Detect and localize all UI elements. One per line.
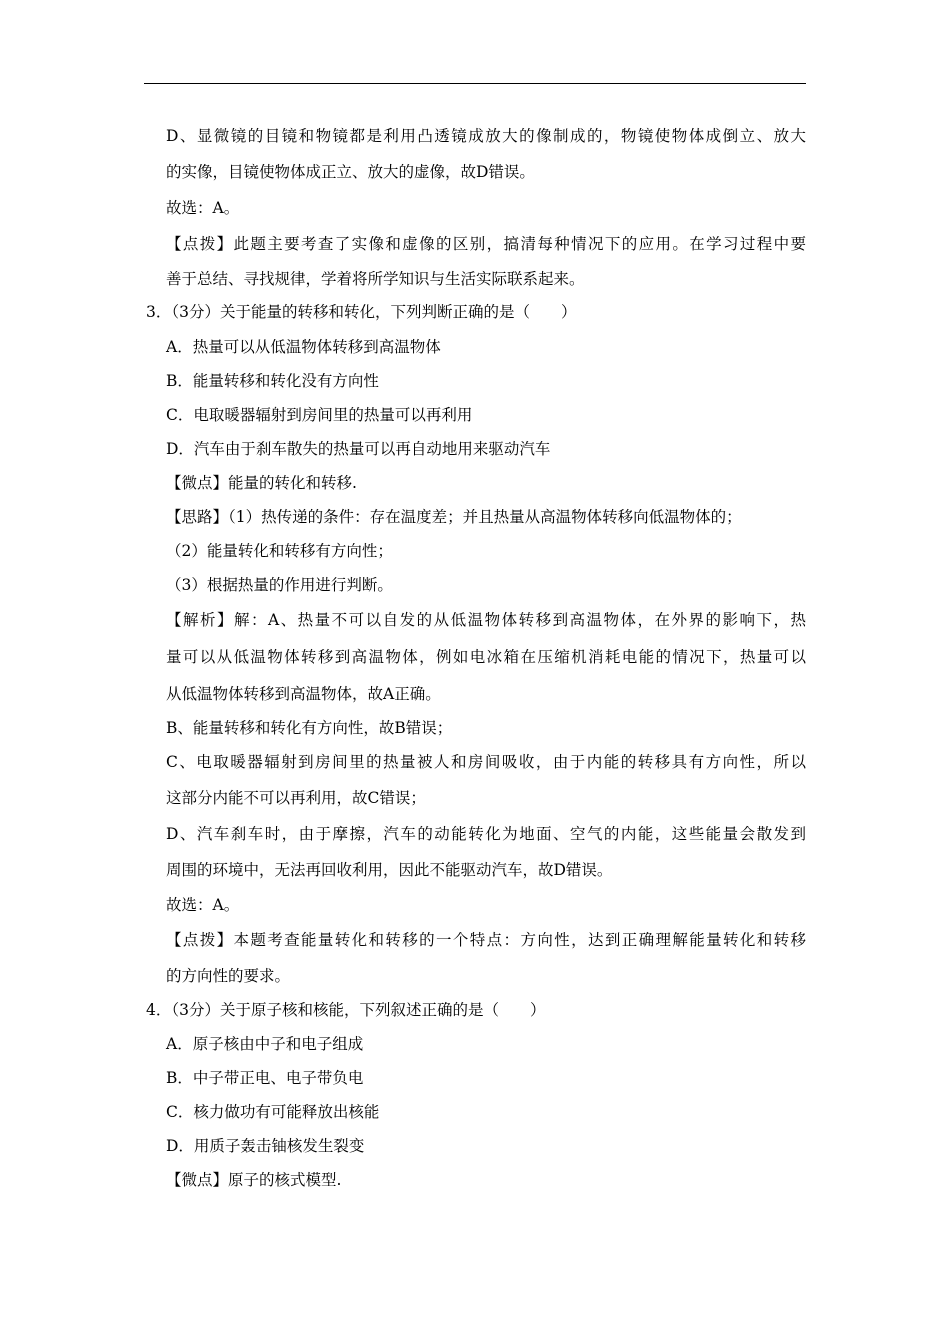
analysis-line: 量可以从低温物体转移到高温物体，例如电冰箱在压缩机消耗电能的情况下，热量可以 xyxy=(166,648,806,666)
analysis-line: 这部分内能不可以再利用，故C错误； xyxy=(166,789,426,807)
question-4-option-d: D．用质子轰击铀核发生裂变 xyxy=(166,1137,365,1155)
analysis-line: 周围的环境中，无法再回收利用，因此不能驱动汽车，故D错误。 xyxy=(166,861,613,879)
analysis-line: B、能量转移和转化有方向性，故B错误； xyxy=(166,719,453,737)
header-rule xyxy=(144,83,806,84)
text-line: 善于总结、寻找规律，学着将所学知识与生活实际联系起来。 xyxy=(166,270,585,288)
key-point-line: 【微点】原子的核式模型. xyxy=(166,1171,342,1189)
text-line: 的实像，目镜使物体成正立、放大的虚像，故D错误。 xyxy=(166,163,535,181)
question-3-option-c: C．电取暖器辐射到房间里的热量可以再利用 xyxy=(166,406,473,424)
analysis-line: 【解析】解：A、热量不可以自发的从低温物体转移到高温物体，在外界的影响下，热 xyxy=(166,611,806,629)
approach-line: （2）能量转化和转移有方向性； xyxy=(166,542,393,560)
question-3-stem: 3．（3分）关于能量的转移和转化，下列判断正确的是（ ） xyxy=(146,303,577,321)
comment-line: 的方向性的要求。 xyxy=(166,967,291,985)
question-3-option-d: D．汽车由于刹车散失的热量可以再自动地用来驱动汽车 xyxy=(166,440,551,458)
answer-line: 故选：A。 xyxy=(166,896,240,914)
question-4-option-c: C．核力做功有可能释放出核能 xyxy=(166,1103,380,1121)
question-4-option-a: A．原子核由中子和电子组成 xyxy=(166,1035,364,1053)
analysis-line: D、汽车刹车时，由于摩擦，汽车的动能转化为地面、空气的内能，这些能量会散发到 xyxy=(166,825,806,843)
text-line: 【点拨】此题主要考查了实像和虚像的区别，搞清每种情况下的应用。在学习过程中要 xyxy=(166,235,806,253)
question-4-option-b: B．中子带正电、电子带负电 xyxy=(166,1069,364,1087)
question-3-option-a: A．热量可以从低温物体转移到高温物体 xyxy=(166,338,441,356)
question-3-option-b: B．能量转移和转化没有方向性 xyxy=(166,372,379,390)
text-line: 故选：A。 xyxy=(166,199,240,217)
question-4-stem: 4．（3分）关于原子核和核能，下列叙述正确的是（ ） xyxy=(146,1001,546,1019)
analysis-line: C、电取暖器辐射到房间里的热量被人和房间吸收，由于内能的转移具有方向性，所以 xyxy=(166,753,806,771)
approach-line: （3）根据热量的作用进行判断。 xyxy=(166,576,393,594)
key-point-line: 【微点】能量的转化和转移. xyxy=(166,474,357,492)
comment-line: 【点拨】本题考查能量转化和转移的一个特点：方向性，达到正确理解能量转化和转移 xyxy=(166,931,806,949)
text-line: D、显微镜的目镜和物镜都是利用凸透镜成放大的像制成的，物镜使物体成倒立、放大 xyxy=(166,127,806,145)
approach-line: 【思路】（1）热传递的条件：存在温度差；并且热量从高温物体转移向低温物体的； xyxy=(166,508,742,526)
analysis-line: 从低温物体转移到高温物体，故A正确。 xyxy=(166,685,441,703)
